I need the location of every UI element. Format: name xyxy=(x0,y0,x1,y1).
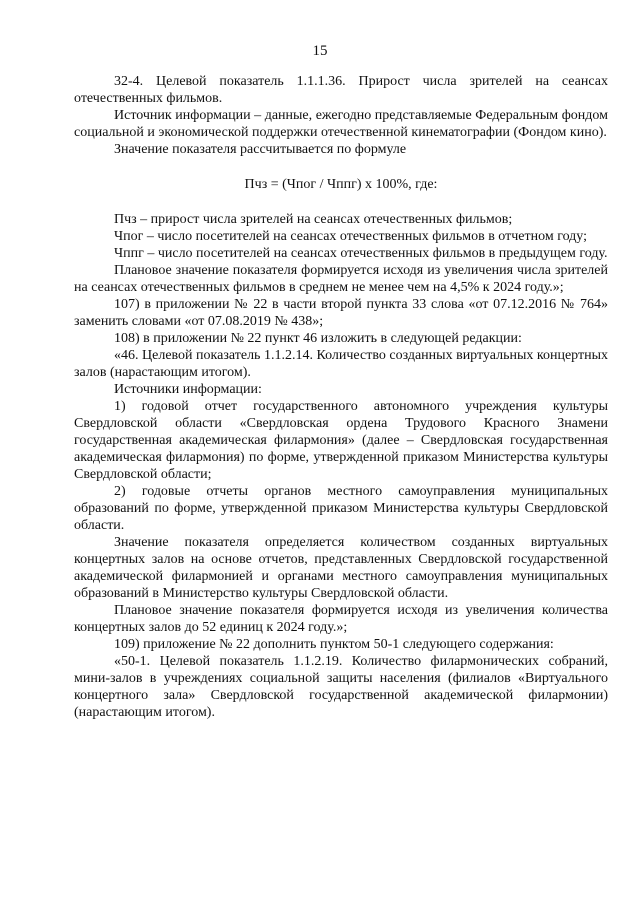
paragraph: Источник информации – данные, ежегодно представляемые Федеральным фондом социальной и экономической поддержки отечественной кинематографии (Фондом кино). xyxy=(74,108,608,140)
paragraph: 109) приложение № 22 дополнить пунктом 50-1 следующего содержания: xyxy=(114,637,554,652)
paragraph: 108) в приложении № 22 пункт 46 изложить в следующей редакции: xyxy=(114,331,522,346)
paragraph: Значение показателя рассчитывается по формуле xyxy=(114,142,407,157)
page-number: 15 xyxy=(312,43,328,59)
paragraph: Плановое значение показателя формируется исходя из увеличения числа зрителей на сеансах отечественных фильмов в среднем не менее чем на 4,5% к 2024 году.»; xyxy=(74,263,608,295)
paragraph: Плановое значение показателя формируется исходя из увеличения количества концертных залов до 52 единиц к 2024 году.»; xyxy=(74,603,608,635)
document-body xyxy=(74,73,608,721)
paragraph: «46. Целевой показатель 1.1.2.14. Количество созданных виртуальных концертных залов (нарастающим итогом). xyxy=(74,348,608,380)
paragraph: Пчз – прирост числа зрителей на сеансах отечественных фильмов; xyxy=(114,212,513,227)
paragraph: Чпог – число посетителей на сеансах отечественных фильмов в отчетном году; xyxy=(114,229,588,244)
paragraph: Чппг – число посетителей на сеансах отечественных фильмов в предыдущем году. xyxy=(114,246,608,261)
paragraph: 107) в приложении № 22 в части второй пункта 33 слова «от 07.12.2016 № 764» заменить словами «от 07.08.2019 № 438»; xyxy=(74,297,608,329)
paragraph: Значение показателя определяется количеством созданных виртуальных концертных залов на основе отчетов, представленных Свердловской государственной академической филармонией и органами местного самоуправления муниципальных образований в Министерство культуры Свердловской области. xyxy=(74,535,608,601)
paragraph: 32-4. Целевой показатель 1.1.1.36. Прирост числа зрителей на сеансах отечественных фильмов. xyxy=(74,74,608,106)
paragraph: «50-1. Целевой показатель 1.1.2.19. Количество филармонических собраний, мини-залов в учреждениях социальной защиты населения (филиалов «Виртуального концертного зала» Свердловской государственной академической филармонии) (нарастающим итогом). xyxy=(74,654,608,720)
paragraph: 2) годовые отчеты органов местного самоуправления муниципальных образований по форме, утвержденной приказом Министерства культуры Свердловской области. xyxy=(74,484,608,533)
paragraph: 1) годовой отчет государственного автономного учреждения культуры Свердловской области «Свердловская ордена Трудового Красного Знамени государственная академическая филармония» (далее – Свердловская государственная академическая филармония) по форме, утвержденной приказом Министерства культуры Свердловской области; xyxy=(74,399,608,482)
formula: Пчз = (Чпог / Чппг) х 100%, где: xyxy=(244,177,438,192)
paragraph: Источники информации: xyxy=(114,382,262,397)
